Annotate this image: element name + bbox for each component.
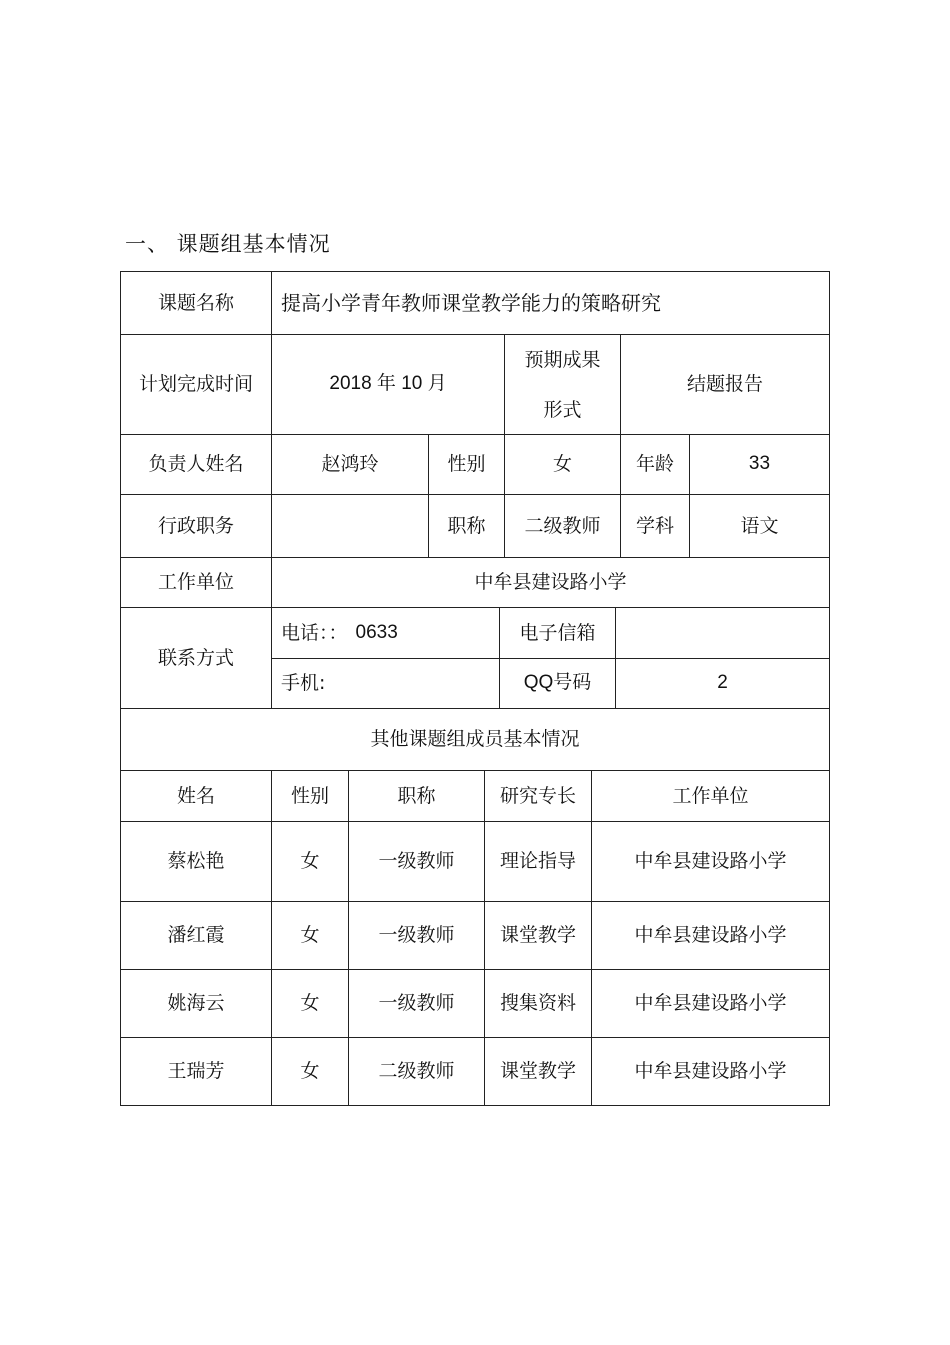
- qq-value: 2: [615, 658, 830, 709]
- member-gender: 女: [271, 901, 349, 970]
- leader-age-value: 33: [689, 434, 830, 495]
- members-header-gender: 性别: [271, 770, 349, 822]
- member-title: 二级教师: [348, 1037, 485, 1106]
- member-gender: 女: [271, 969, 349, 1038]
- subject-value: 语文: [689, 494, 830, 558]
- email-label: 电子信箱: [499, 607, 616, 659]
- qq-label: QQ号码: [499, 658, 616, 709]
- member-title: 一级教师: [348, 969, 485, 1038]
- leader-name-value: 赵鸿玲: [271, 434, 429, 495]
- member-unit: 中牟县建设路小学: [591, 821, 830, 902]
- plan-time-value: 2018 年 10 月: [271, 334, 505, 435]
- leader-age-label: 年龄: [620, 434, 690, 495]
- admin-post-value: [271, 494, 429, 558]
- member-name: 潘红霞: [120, 901, 272, 970]
- subject-label: 学科: [620, 494, 690, 558]
- member-expertise: 理论指导: [484, 821, 592, 902]
- leader-gender-label: 性别: [428, 434, 505, 495]
- member-name: 蔡松艳: [120, 821, 272, 902]
- project-name-label: 课题名称: [120, 271, 272, 335]
- member-gender: 女: [271, 1037, 349, 1106]
- project-name-value: 提高小学青年教师课堂教学能力的策略研究: [271, 271, 830, 335]
- expected-result-value: 结题报告: [620, 334, 830, 435]
- expected-result-label-line2: 形式: [543, 398, 582, 421]
- members-header-name: 姓名: [120, 770, 272, 822]
- leader-gender-value: 女: [504, 434, 621, 495]
- contact-label: 联系方式: [120, 607, 272, 709]
- phone-cell: [271, 607, 500, 659]
- mobile-label: 手机:: [281, 672, 326, 695]
- title-value: 二级教师: [504, 494, 621, 558]
- members-header-unit: 工作单位: [591, 770, 830, 822]
- member-unit: 中牟县建设路小学: [591, 969, 830, 1038]
- phone-label: 电话：：: [281, 621, 348, 644]
- member-title: 一级教师: [348, 821, 485, 902]
- members-section-label: 其他课题组成员基本情况: [120, 708, 830, 771]
- member-name: 姚海云: [120, 969, 272, 1038]
- member-expertise: 搜集资料: [484, 969, 592, 1038]
- phone-value: 0633: [355, 621, 398, 643]
- work-unit-label: 工作单位: [120, 557, 272, 608]
- leader-name-label: 负责人姓名: [120, 434, 272, 495]
- member-name: 王瑞芳: [120, 1037, 272, 1106]
- work-unit-value: 中牟县建设路小学: [271, 557, 830, 608]
- member-expertise: 课堂教学: [484, 1037, 592, 1106]
- admin-post-label: 行政职务: [120, 494, 272, 558]
- member-gender: 女: [271, 821, 349, 902]
- email-value: [615, 607, 830, 659]
- expected-result-label: [504, 334, 621, 435]
- member-title: 一级教师: [348, 901, 485, 970]
- member-expertise: 课堂教学: [484, 901, 592, 970]
- members-header-title: 职称: [348, 770, 485, 822]
- plan-time-label: 计划完成时间: [120, 334, 272, 435]
- title-label: 职称: [428, 494, 505, 558]
- section-heading: 一、 课题组基本情况: [125, 232, 331, 256]
- expected-result-label-line1: 预期成果: [524, 348, 601, 371]
- project-info-table: [120, 271, 830, 1106]
- members-header-expertise: 研究专长: [484, 770, 592, 822]
- member-unit: 中牟县建设路小学: [591, 901, 830, 970]
- member-unit: 中牟县建设路小学: [591, 1037, 830, 1106]
- mobile-cell: [271, 658, 500, 709]
